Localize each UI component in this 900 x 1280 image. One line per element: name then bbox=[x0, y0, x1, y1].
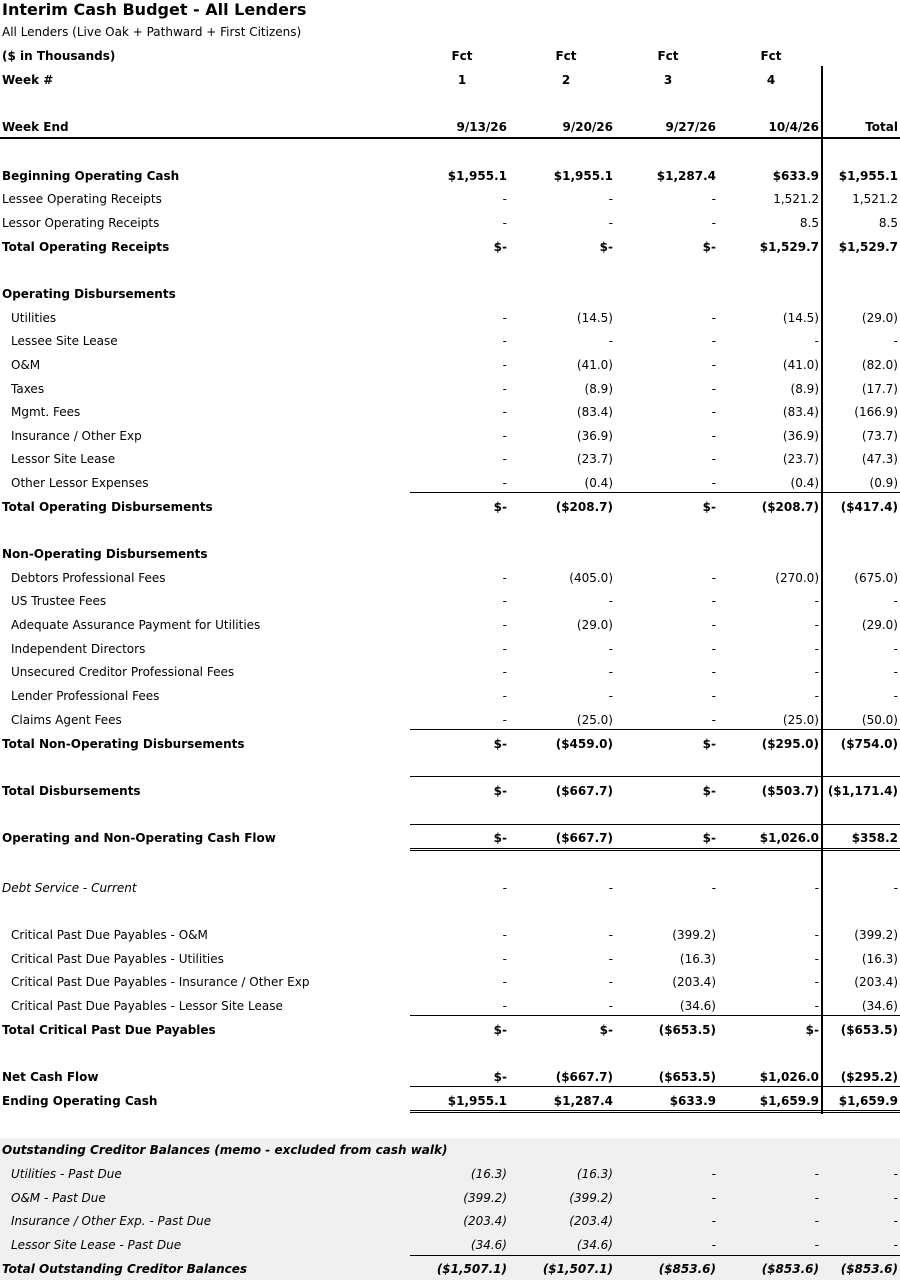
table-cell: - bbox=[502, 594, 507, 608]
table-cell: ($1,171.4) bbox=[827, 784, 898, 798]
table-cell: (34.6) bbox=[861, 999, 898, 1013]
table-cell: - bbox=[814, 1167, 819, 1181]
table-cell: - bbox=[502, 975, 507, 989]
table-cell: - bbox=[502, 405, 507, 419]
table-cell: (8.9) bbox=[584, 382, 613, 396]
table-cell: - bbox=[814, 975, 819, 989]
table-cell: - bbox=[711, 713, 716, 727]
row-claims-agent-fees-label: Claims Agent Fees bbox=[11, 713, 122, 727]
table-cell: $- bbox=[493, 240, 507, 254]
table-cell: $1,955.1 bbox=[447, 1094, 507, 1108]
table-cell: - bbox=[711, 1214, 716, 1228]
report-subtitle: All Lenders (Live Oak + Pathward + First Citizens) bbox=[2, 25, 302, 39]
table-cell: 1,521.2 bbox=[773, 192, 819, 206]
column-week-number: 1 bbox=[457, 73, 467, 87]
units-label: ($ in Thousands) bbox=[2, 49, 116, 63]
table-cell: - bbox=[608, 975, 613, 989]
report-title: Interim Cash Budget - All Lenders bbox=[2, 0, 307, 19]
table-cell: - bbox=[814, 1238, 819, 1252]
column-week-number: 3 bbox=[663, 73, 673, 87]
table-cell: ($667.7) bbox=[555, 1070, 613, 1084]
row-non-operating-disbursements-label: Non-Operating Disbursements bbox=[2, 547, 208, 561]
table-cell: (0.4) bbox=[790, 476, 819, 490]
table-cell: (16.3) bbox=[861, 952, 898, 966]
table-cell: ($667.7) bbox=[555, 831, 613, 845]
table-cell: (0.9) bbox=[869, 476, 898, 490]
table-cell: - bbox=[711, 1167, 716, 1181]
row-total-outstanding-creditor-balances-label: Total Outstanding Creditor Balances bbox=[2, 1262, 248, 1276]
column-week-number: 2 bbox=[561, 73, 571, 87]
row-outstanding-creditor-balances-memo-excluded-from-cash-walk-label: Outstanding Creditor Balances (memo - excluded from cash walk) bbox=[2, 1143, 448, 1157]
table-cell: - bbox=[502, 881, 507, 895]
table-cell: - bbox=[502, 999, 507, 1013]
memo-section-background bbox=[0, 1138, 900, 1280]
table-cell: (73.7) bbox=[861, 429, 898, 443]
table-cell: (25.0) bbox=[576, 713, 613, 727]
rule-line bbox=[410, 848, 900, 851]
table-cell: (29.0) bbox=[576, 618, 613, 632]
table-cell: - bbox=[502, 358, 507, 372]
table-cell: ($1,507.1) bbox=[542, 1262, 613, 1276]
table-cell: $- bbox=[702, 500, 716, 514]
table-cell: (399.2) bbox=[463, 1191, 507, 1205]
column-fct-label: Fct bbox=[760, 49, 782, 63]
table-cell: - bbox=[711, 476, 716, 490]
table-cell: - bbox=[711, 1238, 716, 1252]
table-cell: (50.0) bbox=[861, 713, 898, 727]
table-cell: (41.0) bbox=[576, 358, 613, 372]
column-total-header: Total bbox=[865, 120, 898, 134]
table-cell: $358.2 bbox=[851, 831, 898, 845]
table-cell: - bbox=[502, 216, 507, 230]
table-cell: $1,287.4 bbox=[553, 1094, 613, 1108]
table-cell: - bbox=[814, 334, 819, 348]
table-cell: - bbox=[814, 618, 819, 632]
rule-line bbox=[410, 824, 900, 825]
table-cell: (83.4) bbox=[782, 405, 819, 419]
row-insurance-other-exp-label: Insurance / Other Exp bbox=[11, 429, 142, 443]
row-other-lessor-expenses-label: Other Lessor Expenses bbox=[11, 476, 149, 490]
table-cell: $633.9 bbox=[772, 169, 819, 183]
table-cell: - bbox=[608, 665, 613, 679]
table-cell: - bbox=[893, 1167, 898, 1181]
table-cell: - bbox=[893, 334, 898, 348]
table-cell: - bbox=[711, 642, 716, 656]
table-cell: (29.0) bbox=[861, 311, 898, 325]
table-cell: - bbox=[711, 429, 716, 443]
table-cell: - bbox=[502, 689, 507, 703]
table-cell: - bbox=[814, 1214, 819, 1228]
table-cell: - bbox=[502, 192, 507, 206]
table-cell: - bbox=[711, 334, 716, 348]
table-cell: ($1,507.1) bbox=[436, 1262, 507, 1276]
table-cell: $- bbox=[493, 1023, 507, 1037]
table-cell: ($853.6) bbox=[761, 1262, 819, 1276]
table-cell: - bbox=[608, 952, 613, 966]
table-cell: - bbox=[814, 689, 819, 703]
rule-line bbox=[410, 1110, 900, 1113]
row-total-disbursements-label: Total Disbursements bbox=[2, 784, 141, 798]
table-cell: ($503.7) bbox=[761, 784, 819, 798]
table-cell: - bbox=[502, 618, 507, 632]
column-week-end-date: 9/20/26 bbox=[562, 120, 613, 134]
row-total-operating-disbursements-label: Total Operating Disbursements bbox=[2, 500, 213, 514]
table-cell: $- bbox=[702, 831, 716, 845]
column-fct-label: Fct bbox=[555, 49, 577, 63]
table-cell: - bbox=[608, 928, 613, 942]
table-cell: $- bbox=[702, 784, 716, 798]
table-cell: - bbox=[893, 1214, 898, 1228]
rule-line bbox=[410, 1255, 900, 1256]
table-cell: $1,026.0 bbox=[759, 1070, 819, 1084]
table-cell: - bbox=[711, 382, 716, 396]
table-cell: $- bbox=[599, 1023, 613, 1037]
column-week-end-date: 9/13/26 bbox=[456, 120, 507, 134]
table-cell: 8.5 bbox=[799, 216, 819, 230]
table-cell: $1,287.4 bbox=[656, 169, 716, 183]
table-cell: - bbox=[502, 713, 507, 727]
table-cell: - bbox=[711, 1191, 716, 1205]
row-critical-past-due-payables-utilities-label: Critical Past Due Payables - Utilities bbox=[11, 952, 224, 966]
row-unsecured-creditor-professional-fees-label: Unsecured Creditor Professional Fees bbox=[11, 665, 235, 679]
table-cell: (16.3) bbox=[576, 1167, 613, 1181]
table-cell: (29.0) bbox=[861, 618, 898, 632]
table-cell: - bbox=[711, 216, 716, 230]
row-net-cash-flow-label: Net Cash Flow bbox=[2, 1070, 99, 1084]
table-cell: (23.7) bbox=[576, 452, 613, 466]
table-cell: - bbox=[608, 334, 613, 348]
table-cell: - bbox=[814, 952, 819, 966]
table-cell: - bbox=[608, 216, 613, 230]
table-cell: (166.9) bbox=[854, 405, 898, 419]
table-cell: - bbox=[814, 928, 819, 942]
table-cell: - bbox=[711, 618, 716, 632]
row-debtors-professional-fees-label: Debtors Professional Fees bbox=[11, 571, 166, 585]
row-taxes-label: Taxes bbox=[11, 382, 45, 396]
table-cell: - bbox=[893, 642, 898, 656]
table-cell: - bbox=[502, 665, 507, 679]
table-cell: (23.7) bbox=[782, 452, 819, 466]
row-critical-past-due-payables-o-m-label: Critical Past Due Payables - O&M bbox=[11, 928, 208, 942]
table-cell: - bbox=[502, 382, 507, 396]
table-cell: (270.0) bbox=[775, 571, 819, 585]
table-cell: (17.7) bbox=[861, 382, 898, 396]
row-total-non-operating-disbursements-label: Total Non-Operating Disbursements bbox=[2, 737, 245, 751]
table-cell: $633.9 bbox=[669, 1094, 716, 1108]
table-cell: $1,955.1 bbox=[447, 169, 507, 183]
table-cell: - bbox=[893, 594, 898, 608]
week-end-label: Week End bbox=[2, 120, 69, 134]
table-cell: - bbox=[608, 642, 613, 656]
table-cell: (399.2) bbox=[672, 928, 716, 942]
table-cell: $- bbox=[702, 240, 716, 254]
table-cell: - bbox=[608, 594, 613, 608]
row-critical-past-due-payables-insurance-other-exp-label: Critical Past Due Payables - Insurance / Other Exp bbox=[11, 975, 310, 989]
row-debt-service-current-label: Debt Service - Current bbox=[2, 881, 137, 895]
table-cell: - bbox=[711, 358, 716, 372]
column-fct-label: Fct bbox=[451, 49, 473, 63]
table-cell: ($417.4) bbox=[840, 500, 898, 514]
table-cell: $- bbox=[493, 1070, 507, 1084]
row-o-m-label: O&M bbox=[11, 358, 41, 372]
table-cell: - bbox=[502, 571, 507, 585]
table-cell: (36.9) bbox=[782, 429, 819, 443]
table-cell: - bbox=[814, 881, 819, 895]
table-cell: - bbox=[502, 452, 507, 466]
table-cell: - bbox=[711, 311, 716, 325]
table-cell: - bbox=[711, 405, 716, 419]
table-cell: (41.0) bbox=[782, 358, 819, 372]
table-cell: - bbox=[502, 429, 507, 443]
table-cell: - bbox=[502, 928, 507, 942]
table-cell: (399.2) bbox=[569, 1191, 613, 1205]
table-cell: ($653.5) bbox=[658, 1070, 716, 1084]
table-cell: - bbox=[711, 594, 716, 608]
table-cell: $- bbox=[493, 737, 507, 751]
row-lessor-operating-receipts-label: Lessor Operating Receipts bbox=[2, 216, 160, 230]
table-cell: - bbox=[893, 1191, 898, 1205]
table-cell: - bbox=[608, 192, 613, 206]
row-lessor-site-lease-label: Lessor Site Lease bbox=[11, 452, 116, 466]
table-cell: - bbox=[608, 881, 613, 895]
row-insurance-other-exp-past-due-label: Insurance / Other Exp. - Past Due bbox=[11, 1214, 212, 1228]
row-ending-operating-cash-label: Ending Operating Cash bbox=[2, 1094, 158, 1108]
table-cell: - bbox=[608, 999, 613, 1013]
table-cell: ($853.6) bbox=[658, 1262, 716, 1276]
row-lender-professional-fees-label: Lender Professional Fees bbox=[11, 689, 160, 703]
table-cell: (25.0) bbox=[782, 713, 819, 727]
table-cell: $- bbox=[493, 831, 507, 845]
row-utilities-past-due-label: Utilities - Past Due bbox=[11, 1167, 122, 1181]
rule-line bbox=[410, 1015, 900, 1016]
table-cell: - bbox=[502, 476, 507, 490]
table-cell: $- bbox=[493, 784, 507, 798]
table-cell: - bbox=[711, 881, 716, 895]
table-cell: - bbox=[893, 665, 898, 679]
table-cell: ($208.7) bbox=[555, 500, 613, 514]
table-cell: (34.6) bbox=[679, 999, 716, 1013]
table-cell: (399.2) bbox=[854, 928, 898, 942]
table-cell: - bbox=[814, 665, 819, 679]
table-cell: (203.4) bbox=[569, 1214, 613, 1228]
column-week-number: 4 bbox=[766, 73, 776, 87]
table-cell: (0.4) bbox=[584, 476, 613, 490]
row-beginning-operating-cash-label: Beginning Operating Cash bbox=[2, 169, 180, 183]
table-cell: - bbox=[814, 594, 819, 608]
table-cell: (83.4) bbox=[576, 405, 613, 419]
table-cell: - bbox=[893, 881, 898, 895]
table-cell: (675.0) bbox=[854, 571, 898, 585]
table-cell: $- bbox=[805, 1023, 819, 1037]
table-cell: - bbox=[502, 952, 507, 966]
table-cell: - bbox=[502, 334, 507, 348]
table-cell: - bbox=[893, 689, 898, 703]
table-cell: ($295.2) bbox=[840, 1070, 898, 1084]
table-cell: $1,529.7 bbox=[759, 240, 819, 254]
table-cell: (82.0) bbox=[861, 358, 898, 372]
table-cell: (405.0) bbox=[569, 571, 613, 585]
table-cell: ($853.6) bbox=[840, 1262, 898, 1276]
table-cell: ($667.7) bbox=[555, 784, 613, 798]
table-cell: - bbox=[502, 642, 507, 656]
table-cell: - bbox=[814, 999, 819, 1013]
row-lessor-site-lease-past-due-label: Lessor Site Lease - Past Due bbox=[11, 1238, 182, 1252]
table-cell: (16.3) bbox=[679, 952, 716, 966]
row-us-trustee-fees-label: US Trustee Fees bbox=[11, 594, 107, 608]
table-cell: $- bbox=[493, 500, 507, 514]
table-cell: - bbox=[711, 192, 716, 206]
table-cell: - bbox=[608, 689, 613, 703]
column-fct-label: Fct bbox=[657, 49, 679, 63]
table-cell: $1,955.1 bbox=[838, 169, 898, 183]
table-cell: (8.9) bbox=[790, 382, 819, 396]
column-week-end-date: 10/4/26 bbox=[768, 120, 819, 134]
rule-line bbox=[410, 1086, 900, 1087]
row-lessee-operating-receipts-label: Lessee Operating Receipts bbox=[2, 192, 162, 206]
table-cell: $- bbox=[702, 737, 716, 751]
table-cell: ($653.5) bbox=[658, 1023, 716, 1037]
table-cell: $- bbox=[599, 240, 613, 254]
row-mgmt-fees-label: Mgmt. Fees bbox=[11, 405, 81, 419]
table-cell: (203.4) bbox=[463, 1214, 507, 1228]
rule-line bbox=[410, 729, 900, 730]
table-cell: $1,026.0 bbox=[759, 831, 819, 845]
table-cell: - bbox=[711, 665, 716, 679]
table-cell: (203.4) bbox=[672, 975, 716, 989]
rule-line bbox=[0, 137, 900, 139]
rule-line bbox=[410, 492, 900, 493]
table-cell: - bbox=[711, 571, 716, 585]
row-independent-directors-label: Independent Directors bbox=[11, 642, 146, 656]
row-lessee-site-lease-label: Lessee Site Lease bbox=[11, 334, 118, 348]
table-cell: - bbox=[711, 689, 716, 703]
table-cell: - bbox=[502, 311, 507, 325]
table-cell: - bbox=[711, 452, 716, 466]
table-cell: ($208.7) bbox=[761, 500, 819, 514]
rule-line bbox=[410, 776, 900, 777]
column-week-end-date: 9/27/26 bbox=[665, 120, 716, 134]
table-cell: ($459.0) bbox=[555, 737, 613, 751]
table-cell: (47.3) bbox=[861, 452, 898, 466]
table-cell: ($653.5) bbox=[840, 1023, 898, 1037]
table-cell: (34.6) bbox=[576, 1238, 613, 1252]
table-cell: (14.5) bbox=[576, 311, 613, 325]
table-cell: - bbox=[814, 642, 819, 656]
table-cell: ($754.0) bbox=[840, 737, 898, 751]
row-operating-disbursements-label: Operating Disbursements bbox=[2, 287, 176, 301]
table-cell: (36.9) bbox=[576, 429, 613, 443]
table-cell: (16.3) bbox=[470, 1167, 507, 1181]
row-total-operating-receipts-label: Total Operating Receipts bbox=[2, 240, 170, 254]
table-cell: $1,659.9 bbox=[838, 1094, 898, 1108]
row-total-critical-past-due-payables-label: Total Critical Past Due Payables bbox=[2, 1023, 216, 1037]
row-critical-past-due-payables-lessor-site-lease-label: Critical Past Due Payables - Lessor Site Lease bbox=[11, 999, 283, 1013]
row-o-m-past-due-label: O&M - Past Due bbox=[11, 1191, 106, 1205]
table-cell: $1,955.1 bbox=[553, 169, 613, 183]
table-cell: $1,529.7 bbox=[838, 240, 898, 254]
table-cell: (14.5) bbox=[782, 311, 819, 325]
table-cell: (203.4) bbox=[854, 975, 898, 989]
table-cell: 1,521.2 bbox=[852, 192, 898, 206]
row-operating-and-non-operating-cash-flow-label: Operating and Non-Operating Cash Flow bbox=[2, 831, 276, 845]
row-utilities-label: Utilities bbox=[11, 311, 57, 325]
table-cell: ($295.0) bbox=[761, 737, 819, 751]
table-cell: (34.6) bbox=[470, 1238, 507, 1252]
table-cell: 8.5 bbox=[878, 216, 898, 230]
row-adequate-assurance-payment-for-utilities-label: Adequate Assurance Payment for Utilities bbox=[11, 618, 261, 632]
week-number-label: Week # bbox=[2, 73, 54, 87]
table-cell: - bbox=[893, 1238, 898, 1252]
table-cell: $1,659.9 bbox=[759, 1094, 819, 1108]
table-cell: - bbox=[814, 1191, 819, 1205]
